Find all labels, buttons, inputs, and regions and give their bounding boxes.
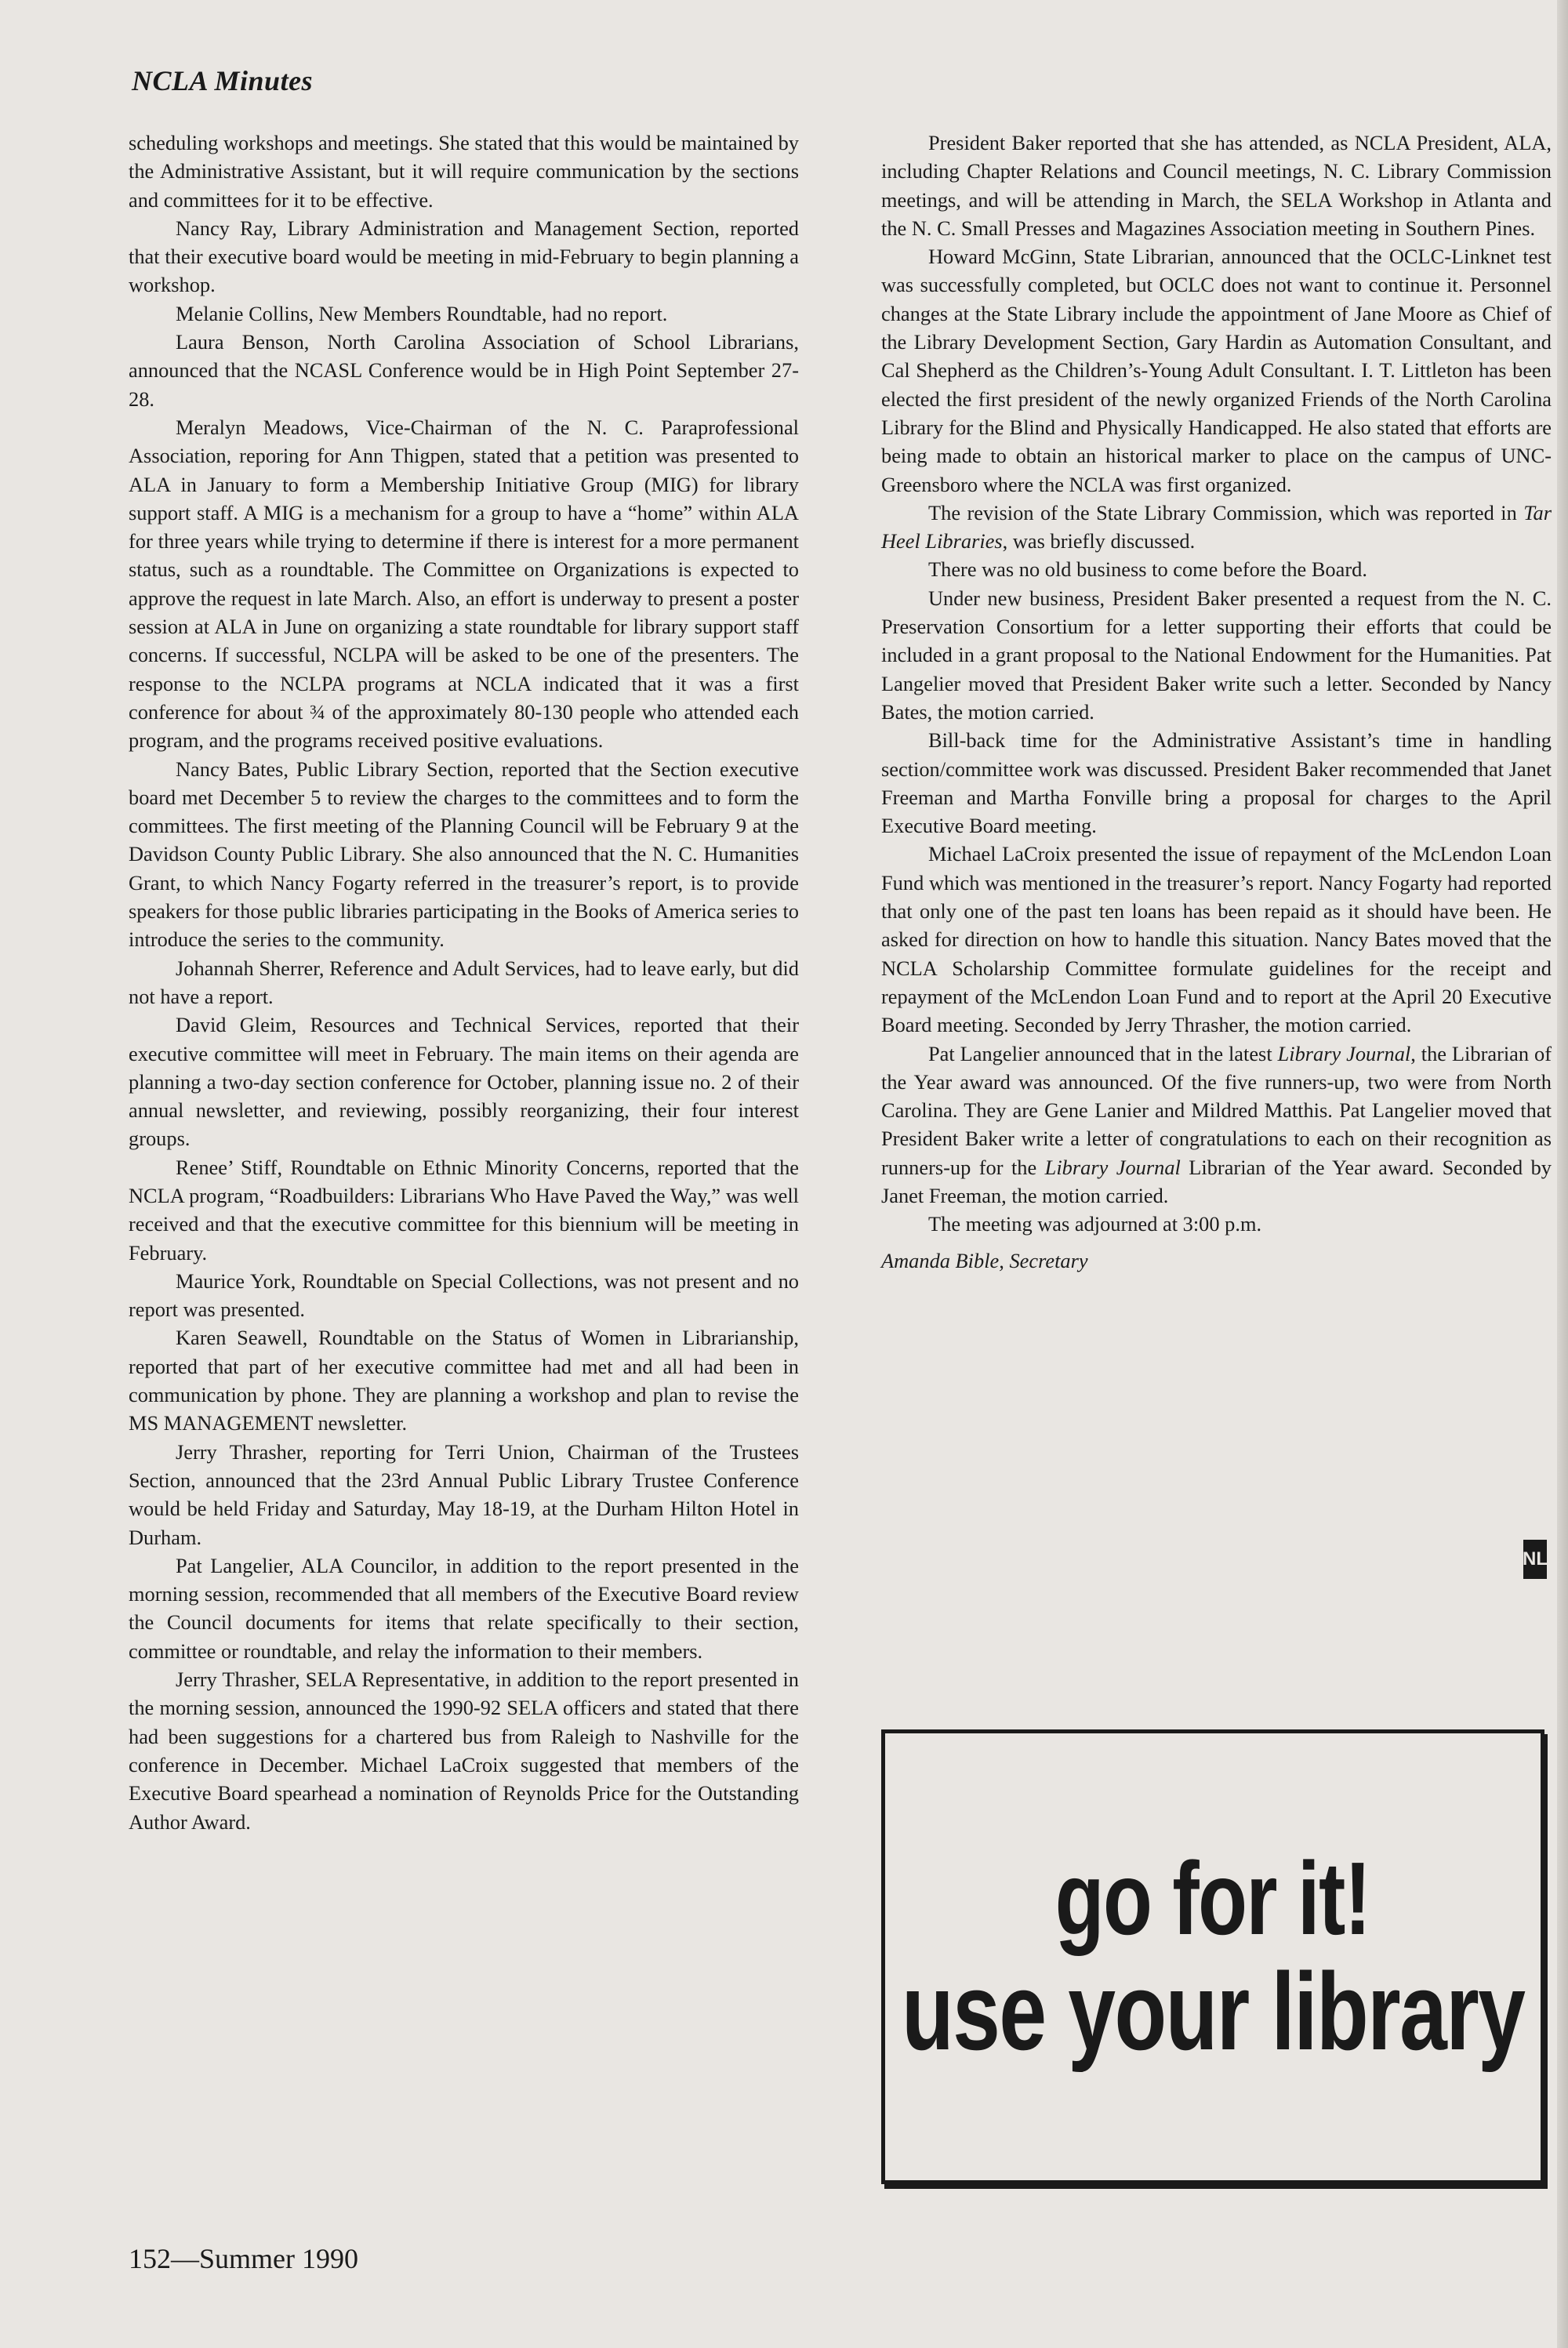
paragraph: Karen Seawell, Roundtable on the Status of Women in Librarianship, reported that part of her executive committee had met and all had been in communication by phone. They are planning a workshop and plan to revise the MS MANAGEMENT newsletter. [129,1326,799,1435]
paragraph: There was no old business to come before the Board. [928,557,1367,582]
paragraph: Under new business, President Baker presented a request from the N. C. Preservation Consortium for a letter supporting their efforts that could be included in a grant proposal to the National Endowment for the Humanities. Pat Langelier moved that President Baker write such a letter. Seconded by Nancy Bates, the motion carried. [881,586,1552,724]
paragraph: Renee’ Stiff, Roundtable on Ethnic Minority Concerns, reported that the NCLA program, “Roadbuilders: Librarians Who Have Paved the Way,” was well received and that the executive committee for this biennium will be meeting in February. [129,1155,799,1265]
secretary-signature: Amanda Bible, Secretary [881,1248,1088,1272]
paragraph: Nancy Ray, Library Administration and Management Section, reported that their executive board would be meeting in mid-February to begin planning a workshop. [129,216,799,297]
right-column [881,129,1552,1275]
text-run: , was briefly discussed. [1002,529,1196,553]
paragraph [881,499,1552,556]
paragraph: Michael LaCroix presented the issue of repayment of the McLendon Loan Fund which was mentioned in the treasurer’s report. Nancy Fogarty had reported that only one of the past ten loans has been repaid as it should have been. He asked for direction on how to handle this situation. Nancy Bates moved that the NCLA Scholarship Committee formulate guidelines for the receipt and repayment of the McLendon Loan Fund and to report at the April 20 Executive Board meeting. Seconded by Jerry Thrasher, the motion carried. [881,842,1552,1037]
publication-title: Library Journal [1277,1041,1411,1065]
end-of-article-mark: NL [1523,1540,1547,1579]
text-run: , the Librarian of the Year award was announced. Of the five runners-up, two were from North Carolina. They are Gene Lanier and Mildred Matthis. Pat Langelier moved that President Baker write a letter of congratulations to each on their recognition as runners-up for the [881,1041,1552,1179]
paragraph: Meralyn Meadows, Vice-Chairman of the N. C. Paraprofessional Association, reporing for Ann Thigpen, stated that a petition was presented to ALA in January to form a Membership Initiative Group (MIG) for library support staff. A MIG is a mechanism for a group to have a “home” within ALA for three years while trying to determine if there is interest for a more permanent status, such as a roundtable. The Committee on Organizations is expected to approve the request in late March. Also, an effort is underway to present a poster session at ALA in June on organizing a state roundtable for library support staff concerns. If successful, NCLPA will be asked to be one of the presenters. The response to the NCLPA programs at NCLA indicated that it was a first conference for about ¾ of the approximately 80-130 people who attended each program, and the programs received positive evaluations. [129,415,799,753]
paragraph: Bill-back time for the Administrative Assistant’s time in handling section/committee work was discussed. President Baker recommended that Janet Freeman and Martha Fonville bring a proposal for charges to the April Executive Board meeting. [881,728,1552,838]
paragraph: scheduling workshops and meetings. She stated that this would be maintained by the Administrative Assistant, but it will require communication by the sections and committees for it to be effective. [129,131,799,212]
text-run: The revision of the State Library Commission, which was reported in [928,500,1524,524]
left-column [129,129,799,1836]
text-run: Pat Langelier announced that in the latest [928,1041,1278,1065]
paragraph: Pat Langelier, ALA Councilor, in addition to the report presented in the morning session, recommended that all members of the Executive Board review the Council documents for items that relate specifically to their section, committee or roundtable, and relay the information to their members. [129,1553,799,1663]
ad-tagline: use your library [901,1949,1525,2073]
paragraph: Jerry Thrasher, SELA Representative, in addition to the report presented in the morning session, announced the 1990-92 SELA officers and stated that there had been suggestions for a chartered bus from Raleigh to Nashville for the conference in December. Michael LaCroix suggested that members of the Executive Board spearhead a nomination of Reynolds Price for the Outstanding Author Award. [129,1668,799,1834]
paragraph: David Gleim, Resources and Technical Services, reported that their executive committee will meet in February. The main items on their agenda are planning a two-day section conference for October, planning issue no. 2 of their annual newsletter, and reviewing, possibly reorganizing, their four interest groups. [129,1013,799,1151]
text-run: Librarian of the Year award. Seconded by Janet Freeman, the motion carried. [881,1155,1552,1207]
paragraph: Johannah Sherrer, Reference and Adult Services, had to leave early, but did not have a report. [129,956,799,1008]
running-header: NCLA Minutes [132,65,314,96]
library-advertisement [881,1729,1544,2184]
publication-title: Tar Heel Libraries [881,500,1552,553]
publication-title: Library Journal [1044,1155,1181,1179]
paragraph [881,1040,1552,1210]
paragraph: Maurice York, Roundtable on Special Collections, was not present and no report was presented. [129,1268,799,1322]
paragraph: Jerry Thrasher, reporting for Terri Union, Chairman of the Trustees Section, announced that the 23rd Annual Public Library Trustee Conference would be held Friday and Saturday, May 18-19, at the Durham Hilton Hotel in Durham. [129,1439,799,1549]
paragraph: Melanie Collins, New Members Roundtable, had no report. [176,301,668,325]
paragraph: Nancy Bates, Public Library Section, reported that the Section executive board met December 5 to review the charges to the committees and to form the committees. The first meeting of the Planning Council will be February 9 at the Davidson County Public Library. She also announced that the N. C. Humanities Grant, to which Nancy Fogarty referred in the treasurer’s report, is to provide speakers for those public libraries participating in the Books of America series to introduce the series to the community. [129,757,799,952]
page-edge-shadow [1557,0,1568,2348]
paragraph: Laura Benson, North Carolina Association of School Librarians, announced that the NCASL Conference would be in High Point September 27-28. [129,330,799,411]
paragraph: The meeting was adjourned at 3:00 p.m. [928,1212,1262,1236]
paragraph: Howard McGinn, State Librarian, announced that the OCLC-Linknet test was successfully completed, but OCLC does not want to continue it. Personnel changes at the State Library include the appointment of Jane Moore as Chief of the Library Development Section, Gary Hardin as Automation Consultant, and Cal Shepherd as the Children’s-Young Adult Consultant. I. T. Littleton has been elected the first president of the newly organized Friends of the North Carolina Library for the Blind and Physically Handicapped. He also stated that efforts are being made to obtain an historical marker to place on the campus of UNC-Greensboro where the NCLA was first organized. [881,245,1552,496]
page-footer: 152—Summer 1990 [129,2243,358,2274]
paragraph: President Baker reported that she has attended, as NCLA President, ALA, including Chapter Relations and Council meetings, N. C. Library Commission meetings, and will be attending in March, the SELA Workshop in Atlanta and the N. C. Small Presses and Magazines Association meeting in Southern Pines. [881,131,1552,240]
ad-headline: go for it! [1055,1841,1370,1957]
